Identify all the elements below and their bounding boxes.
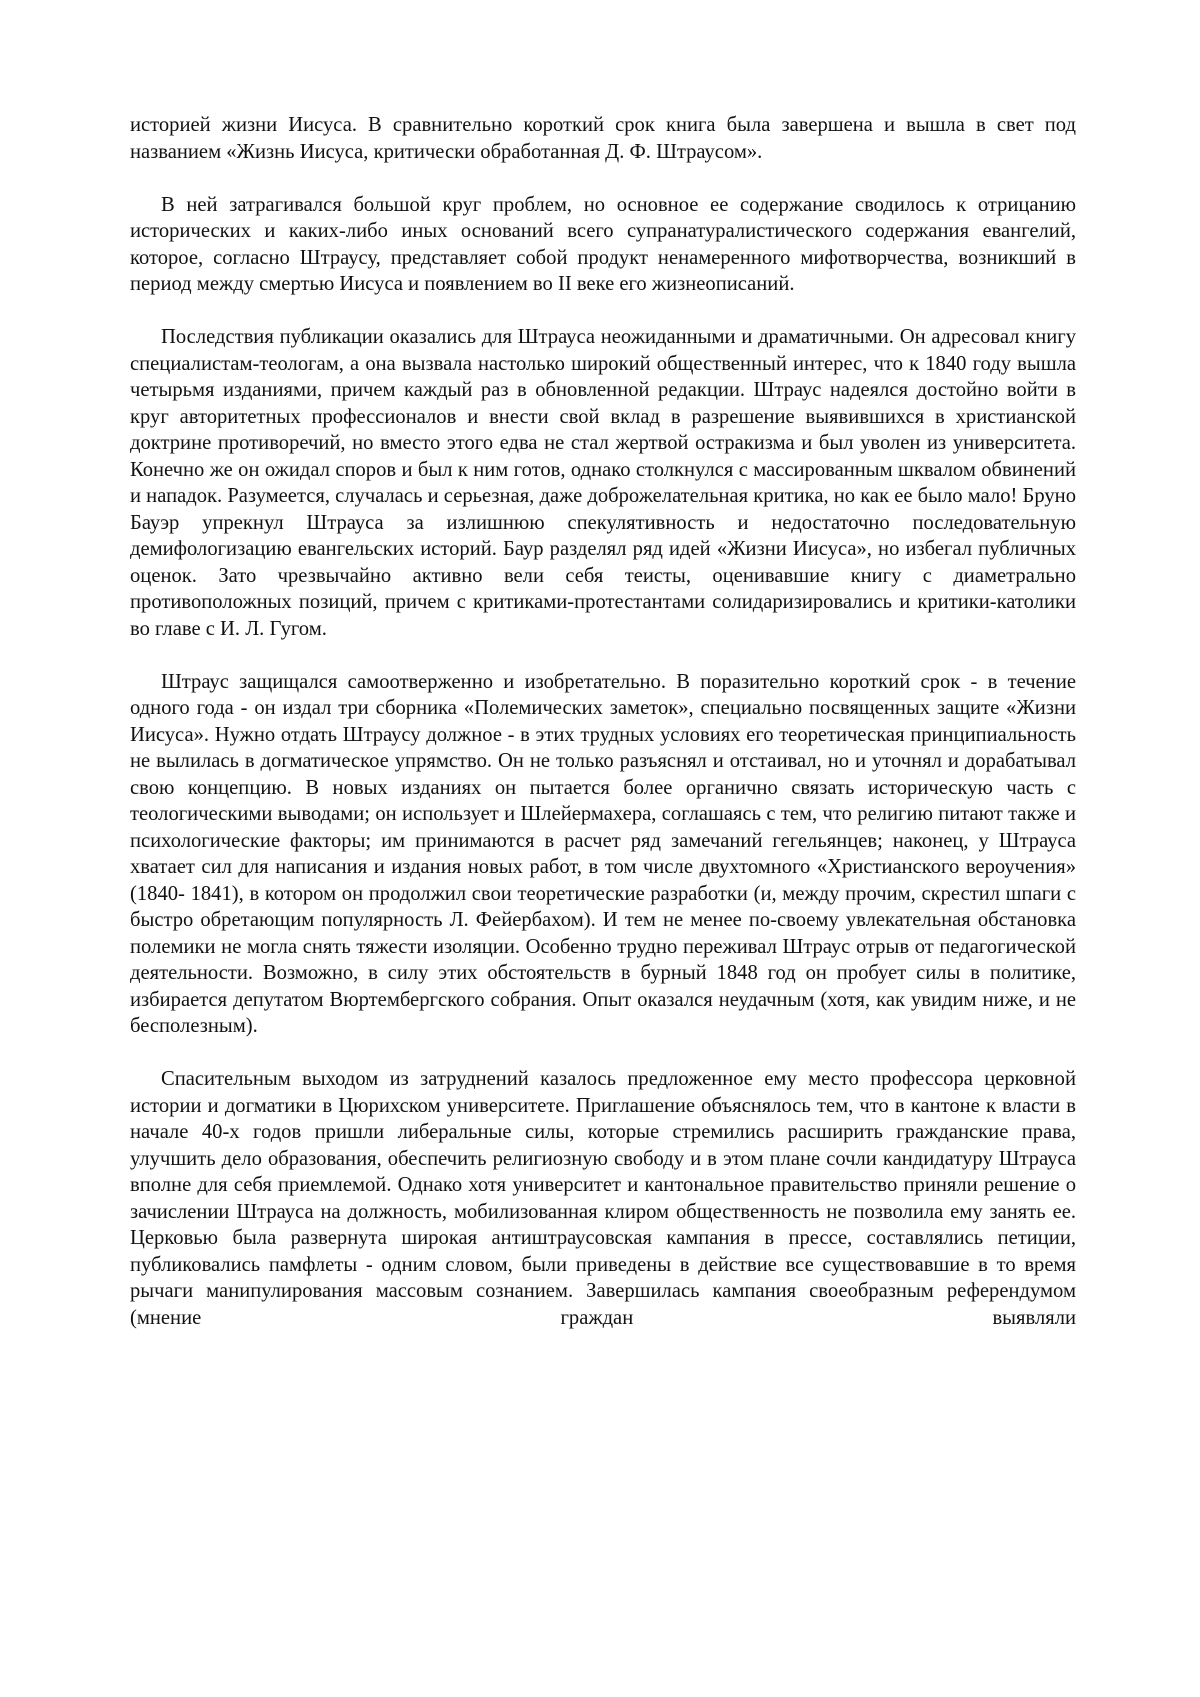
document-page	[130, 112, 1076, 1331]
paragraph-3: Последствия публикации оказались для Штрауса неожиданными и драматичными. Он адресовал книгу специалистам-теологам, а она вызвала настолько широкий общественный интерес, что к 1840 году вышла четырьмя изданиями, причем каждый раз в обновленной редакции. Штраус надеялся достойно войти в круг авторитетных профессионалов и внести свой вклад в разрешение выявившихся в христианской доктрине противоречий, но вместо этого едва не стал жертвой остракизма и был уволен из университета. Конечно же он ожидал споров и был к ним готов, однако столкнулся с массированным шквалом обвинений и нападок. Разумеется, случалась и серьезная, даже доброжелательная критика, но как ее было мало! Бруно Бауэр упрекнул Штрауса за излишнюю спекулятивность и недостаточно последовательную демифологизацию евангельских историй. Баур разделял ряд идей «Жизни Иисуса», но избегал публичных оценок. Зато чрезвычайно активно вели себя теисты, оценивавшие книгу с диаметрально противоположных позиций, причем с критиками-протестантами солидаризировались и критики-католики во главе с И. Л. Гугом.	[130, 326, 1076, 640]
paragraph-2: В ней затрагивался большой круг проблем, но основное ее содержание сводилось к отрицанию исторических и каких-либо иных оснований всего супранатуралистического содержания евангелий, которое, согласно Штраусу, представляет собой продукт ненамеренного мифотворчества, возникший в период между смертью Иисуса и появлением во II веке его жизнеописаний.	[130, 193, 1076, 295]
paragraph-4: Штраус защищался самоотверженно и изобретательно. В поразительно короткий срок - в течение одного года - он издал три сборника «Полемических заметок», специально посвященных защите «Жизни Иисуса». Нужно отдать Штраусу должное - в этих трудных условиях его теоретическая принципиальность не вылилась в догматическое упрямство. Он не только разъяснял и отстаивал, но и уточнял и дорабатывал свою концепцию. В новых изданиях он пытается более органично связать историческую часть с теологическими выводами; он использует и Шлейермахера, соглашаясь с тем, что религию питают также и психологические факторы; им принимаются в расчет ряд замечаний гегельянцев; наконец, у Штрауса хватает сил для написания и издания новых работ, в том числе двухтомного «Христианского вероучения» (1840- 1841), в котором он продолжил свои теоретические разработки (и, между прочим, скрестил шпаги с быстро обретающим популярность Л. Фейербахом). И тем не менее по-своему увлекательная обстановка полемики не могла снять тяжести изоляции. Особенно трудно переживал Штраус отрыв от педагогической деятельности. Возможно, в силу этих обстоятельств в бурный 1848 год он пробует силы в политике, избирается депутатом Вюртембергского собрания. Опыт оказался неудачным (хотя, как увидим ниже, и не бесполезным).	[130, 670, 1076, 1037]
paragraph-1: историей жизни Иисуса. В сравнительно короткий срок книга была завершена и вышла в свет под названием «Жизнь Иисуса, критически обработанная Д. Ф. Штраусом».	[130, 114, 1076, 163]
paragraph-5: Спасительным выходом из затруднений казалось предложенное ему место профессора церковной истории и догматики в Цюрихском университете. Приглашение объяснялось тем, что в кантоне к власти в начале 40-х годов пришли либеральные силы, которые стремились расширить гражданские права, улучшить дело образования, обеспечить религиозную свободу и в этом плане сочли кандидатуру Штрауса вполне для себя приемлемой. Однако хотя университет и кантональное правительство приняли решение о зачислении Штрауса на должность, мобилизованная клиром общественность не позволила ему занять ее. Церковью была развернута широкая антиштраусовская кампания в прессе, составлялись петиции, публиковались памфлеты - одним словом, были приведены в действие все существовавшие в то время рычаги манипулирования массовым сознанием. Завершилась кампания своеобразным референдумом (мнение граждан выявляли	[130, 1068, 1076, 1329]
